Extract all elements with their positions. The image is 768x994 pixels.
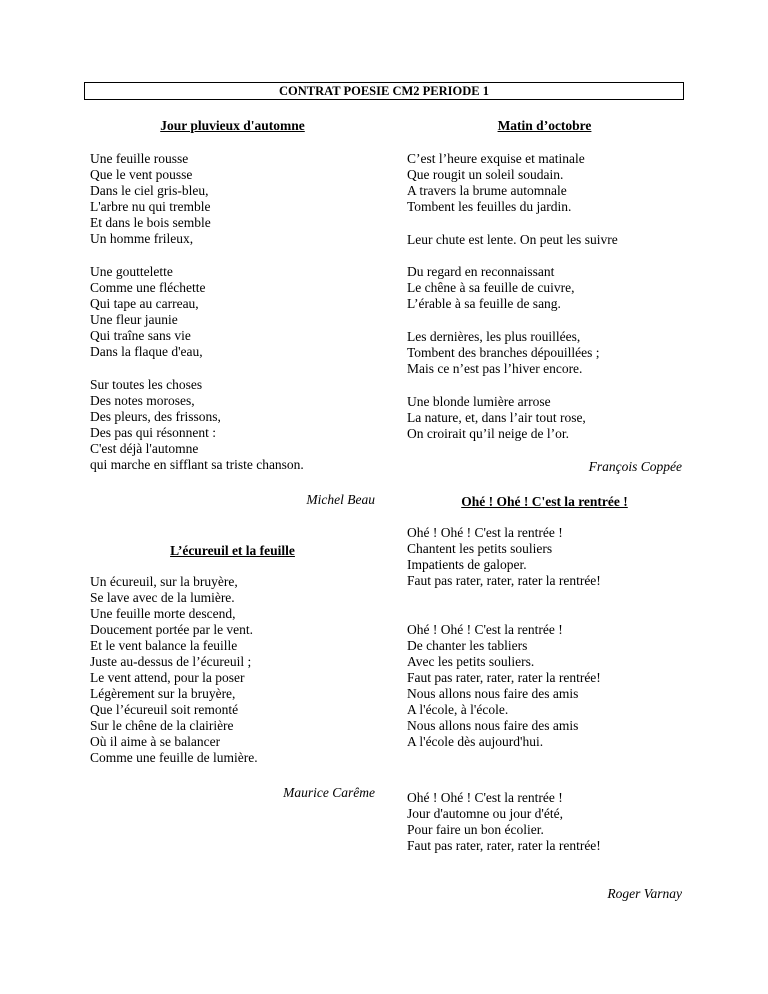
poem-line: Du regard en reconnaissant: [407, 264, 555, 279]
poem-matin-stanza-4: [407, 329, 682, 377]
poem-line: Sur toutes les choses: [90, 377, 203, 392]
poem-title-jour: Jour pluvieux d'automne: [160, 118, 305, 133]
poem-line: Ohé ! Ohé ! C'est la rentrée !: [407, 525, 563, 540]
poem-line: On croirait qu’il neige de l’or.: [407, 426, 569, 441]
poem-jour-stanza-2: [90, 264, 375, 360]
poem-author-ecureuil: Maurice Carême: [283, 785, 375, 800]
poem-line: Légèrement sur la bruyère,: [90, 686, 236, 701]
poem-author-matin: François Coppée: [588, 459, 682, 474]
poem-line: Une gouttelette: [90, 264, 173, 279]
poem-line: Juste au-dessus de l’écureuil ;: [90, 654, 252, 669]
poem-line: Une feuille rousse: [90, 151, 189, 166]
poem-line: De chanter les tabliers: [407, 638, 528, 653]
poem-line: C'est déjà l'automne: [90, 441, 199, 456]
poem-line: A l'école dès aujourd'hui.: [407, 734, 544, 749]
poem-line: Impatients de galoper.: [407, 557, 527, 572]
poem-line: Jour d'automne ou jour d'été,: [407, 806, 563, 821]
poem-author-jour: Michel Beau: [306, 492, 375, 507]
poem-line: Où il aime à se balancer: [90, 734, 221, 749]
poem-line: Sur le chêne de la clairière: [90, 718, 234, 733]
poem-line: Des pleurs, des frissons,: [90, 409, 221, 424]
poem-line: Chantent les petits souliers: [407, 541, 553, 556]
poem-line: Dans la flaque d'eau,: [90, 344, 203, 359]
poem-line: Avec les petits souliers.: [407, 654, 535, 669]
page-header: CONTRAT POESIE CM2 PERIODE 1: [84, 82, 684, 100]
poem-line: Qui traîne sans vie: [90, 328, 191, 343]
poem-author-ohe: Roger Varnay: [607, 886, 682, 901]
poem-line: Le chêne à sa feuille de cuivre,: [407, 280, 575, 295]
poem-line: Ohé ! Ohé ! C'est la rentrée !: [407, 622, 563, 637]
poem-line: Faut pas rater, rater, rater la rentrée!: [407, 573, 601, 588]
poem-ohe-stanza-2: [407, 622, 682, 750]
poem-jour-stanza-3: [90, 377, 375, 473]
poem-line: Dans le ciel gris-bleu,: [90, 183, 209, 198]
poem-line: Comme une fléchette: [90, 280, 206, 295]
poem-jour-stanza-1: [90, 151, 375, 247]
poem-line: L'arbre nu qui tremble: [90, 199, 211, 214]
poem-line: Et le vent balance la feuille: [90, 638, 238, 653]
poem-line: Qui tape au carreau,: [90, 296, 199, 311]
poem-line: qui marche en sifflant sa triste chanson.: [90, 457, 304, 472]
poem-line: Ohé ! Ohé ! C'est la rentrée !: [407, 790, 563, 805]
poem-line: A travers la brume automnale: [407, 183, 567, 198]
poem-line: Un écureuil, sur la bruyère,: [90, 574, 238, 589]
poem-line: Une fleur jaunie: [90, 312, 178, 327]
poem-line: Que le vent pousse: [90, 167, 193, 182]
poem-line: Faut pas rater, rater, rater la rentrée!: [407, 670, 601, 685]
poem-matin-stanza-2: [407, 232, 682, 248]
poem-line: Tombent les feuilles du jardin.: [407, 199, 572, 214]
poem-line: Se lave avec de la lumière.: [90, 590, 235, 605]
poem-ohe-stanza-3: [407, 790, 682, 854]
poem-title-ohe: Ohé ! Ohé ! C'est la rentrée !: [461, 494, 628, 509]
poem-line: Des notes moroses,: [90, 393, 195, 408]
poem-line: Que l’écureuil soit remonté: [90, 702, 239, 717]
poem-title-matin: Matin d’octobre: [497, 118, 592, 133]
poem-matin-stanza-3: [407, 264, 682, 312]
poem-line: Que rougit un soleil soudain.: [407, 167, 564, 182]
poem-line: La nature, et, dans l’air tout rose,: [407, 410, 586, 425]
poem-line: Les dernières, les plus rouillées,: [407, 329, 581, 344]
poem-line: Pour faire un bon écolier.: [407, 822, 544, 837]
poem-line: Mais ce n’est pas l’hiver encore.: [407, 361, 583, 376]
poem-line: Des pas qui résonnent :: [90, 425, 216, 440]
poem-line: Leur chute est lente. On peut les suivre: [407, 232, 618, 247]
poem-line: A l'école, à l'école.: [407, 702, 509, 717]
poem-line: Comme une feuille de lumière.: [90, 750, 258, 765]
poem-line: Un homme frileux,: [90, 231, 194, 246]
poem-line: Nous allons nous faire des amis: [407, 686, 579, 701]
poem-line: Le vent attend, pour la poser: [90, 670, 245, 685]
poem-ecureuil-body: [90, 574, 375, 766]
poem-line: L’érable à sa feuille de sang.: [407, 296, 561, 311]
poem-line: Une feuille morte descend,: [90, 606, 236, 621]
poem-line: C’est l’heure exquise et matinale: [407, 151, 585, 166]
poem-line: Faut pas rater, rater, rater la rentrée!: [407, 838, 601, 853]
poem-line: Tombent des branches dépouillées ;: [407, 345, 600, 360]
poem-line: Doucement portée par le vent.: [90, 622, 254, 637]
poem-matin-stanza-5: [407, 394, 682, 442]
poem-line: Nous allons nous faire des amis: [407, 718, 579, 733]
poem-matin-stanza-1: [407, 151, 682, 215]
poem-ohe-stanza-1: [407, 525, 682, 589]
poem-line: Une blonde lumière arrose: [407, 394, 551, 409]
poem-line: Et dans le bois semble: [90, 215, 211, 230]
poem-title-ecureuil: L’écureuil et la feuille: [170, 543, 295, 558]
